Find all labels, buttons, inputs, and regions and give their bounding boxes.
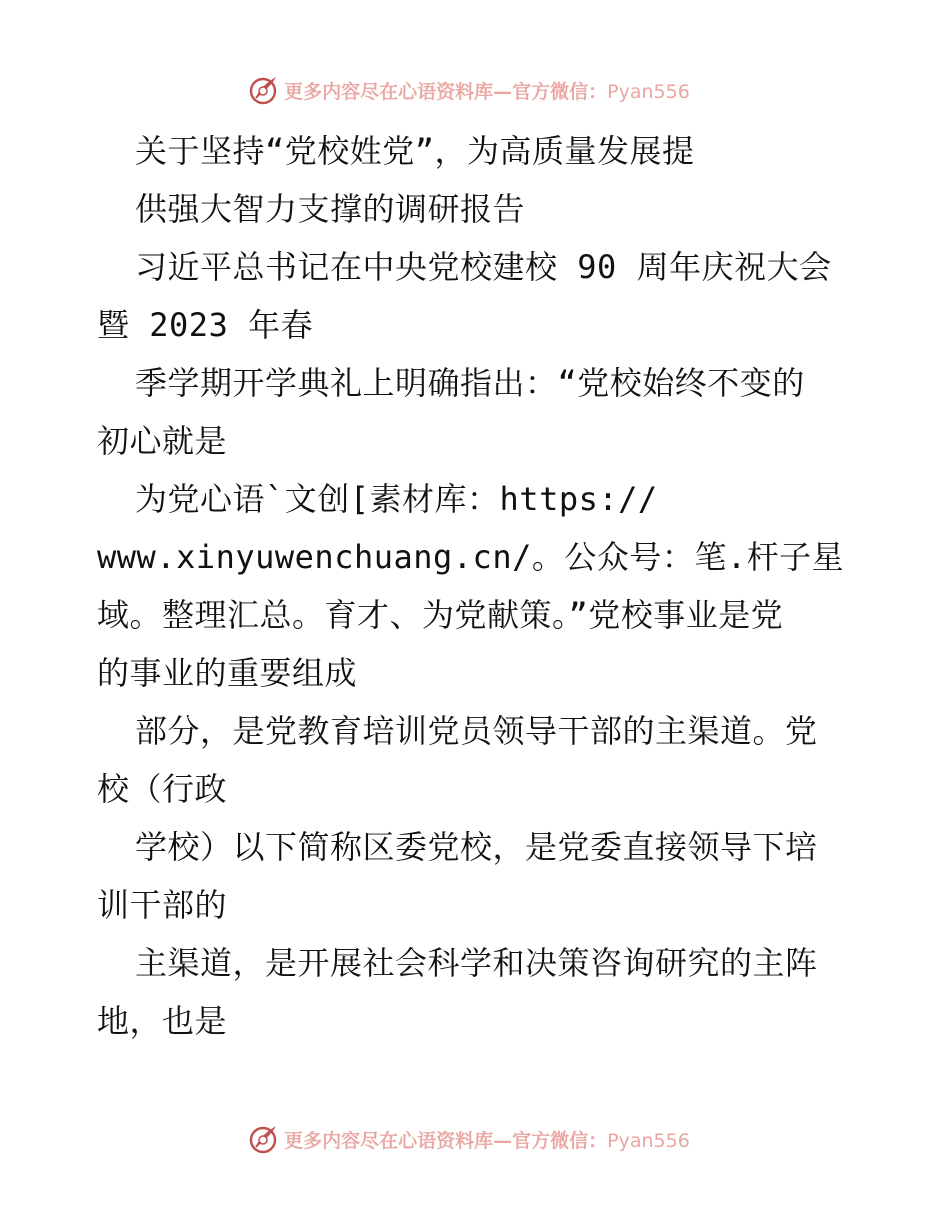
document-line: 部分，是党教育培训党员领导干部的主渠道。党 bbox=[135, 712, 818, 750]
document-body bbox=[97, 122, 857, 1050]
document-line: 为党心语`文创[素材库：https:// bbox=[135, 480, 658, 518]
header-banner bbox=[0, 72, 950, 108]
document-line: 习近平总书记在中央党校建校 90 周年庆祝大会 bbox=[135, 248, 832, 286]
banner-text bbox=[284, 1126, 690, 1153]
document-line: 学校）以下简称区委党校，是党委直接领导下培 bbox=[135, 828, 818, 866]
document-line: 的事业的重要组成 bbox=[97, 654, 358, 692]
document-line: 训干部的 bbox=[97, 886, 228, 924]
banner-label: 更多内容尽在心语资料库—官方微信： bbox=[284, 1129, 608, 1152]
document-line: 地，也是 bbox=[97, 1002, 228, 1040]
document-line: 初心就是 bbox=[97, 422, 228, 460]
quill-pen-circle-icon bbox=[248, 74, 280, 106]
document-line: www.xinyuwenchuang.cn/。公众号：笔.杆子星 bbox=[97, 538, 845, 576]
banner-group bbox=[248, 1123, 690, 1155]
document-line: 域。整理汇总。育才、为党献策。”党校事业是党 bbox=[97, 596, 784, 634]
document-line: 暨 2023 年春 bbox=[97, 306, 314, 344]
document-line: 关于坚持“党校姓党”，为高质量发展提 bbox=[135, 132, 695, 170]
banner-text bbox=[284, 77, 690, 104]
banner-wechat-id: Pyan556 bbox=[607, 1129, 690, 1152]
banner-label: 更多内容尽在心语资料库—官方微信： bbox=[284, 80, 608, 103]
document-line: 季学期开学典礼上明确指出：“党校始终不变的 bbox=[135, 364, 805, 402]
banner-group bbox=[248, 74, 690, 106]
footer-banner bbox=[0, 1121, 950, 1157]
document-line: 供强大智力支撑的调研报告 bbox=[135, 190, 526, 228]
banner-wechat-id: Pyan556 bbox=[607, 80, 690, 103]
quill-pen-circle-icon bbox=[248, 1123, 280, 1155]
document-line: 主渠道，是开展社会科学和决策咨询研究的主阵 bbox=[135, 944, 818, 982]
document-line: 校（行政 bbox=[97, 770, 228, 808]
